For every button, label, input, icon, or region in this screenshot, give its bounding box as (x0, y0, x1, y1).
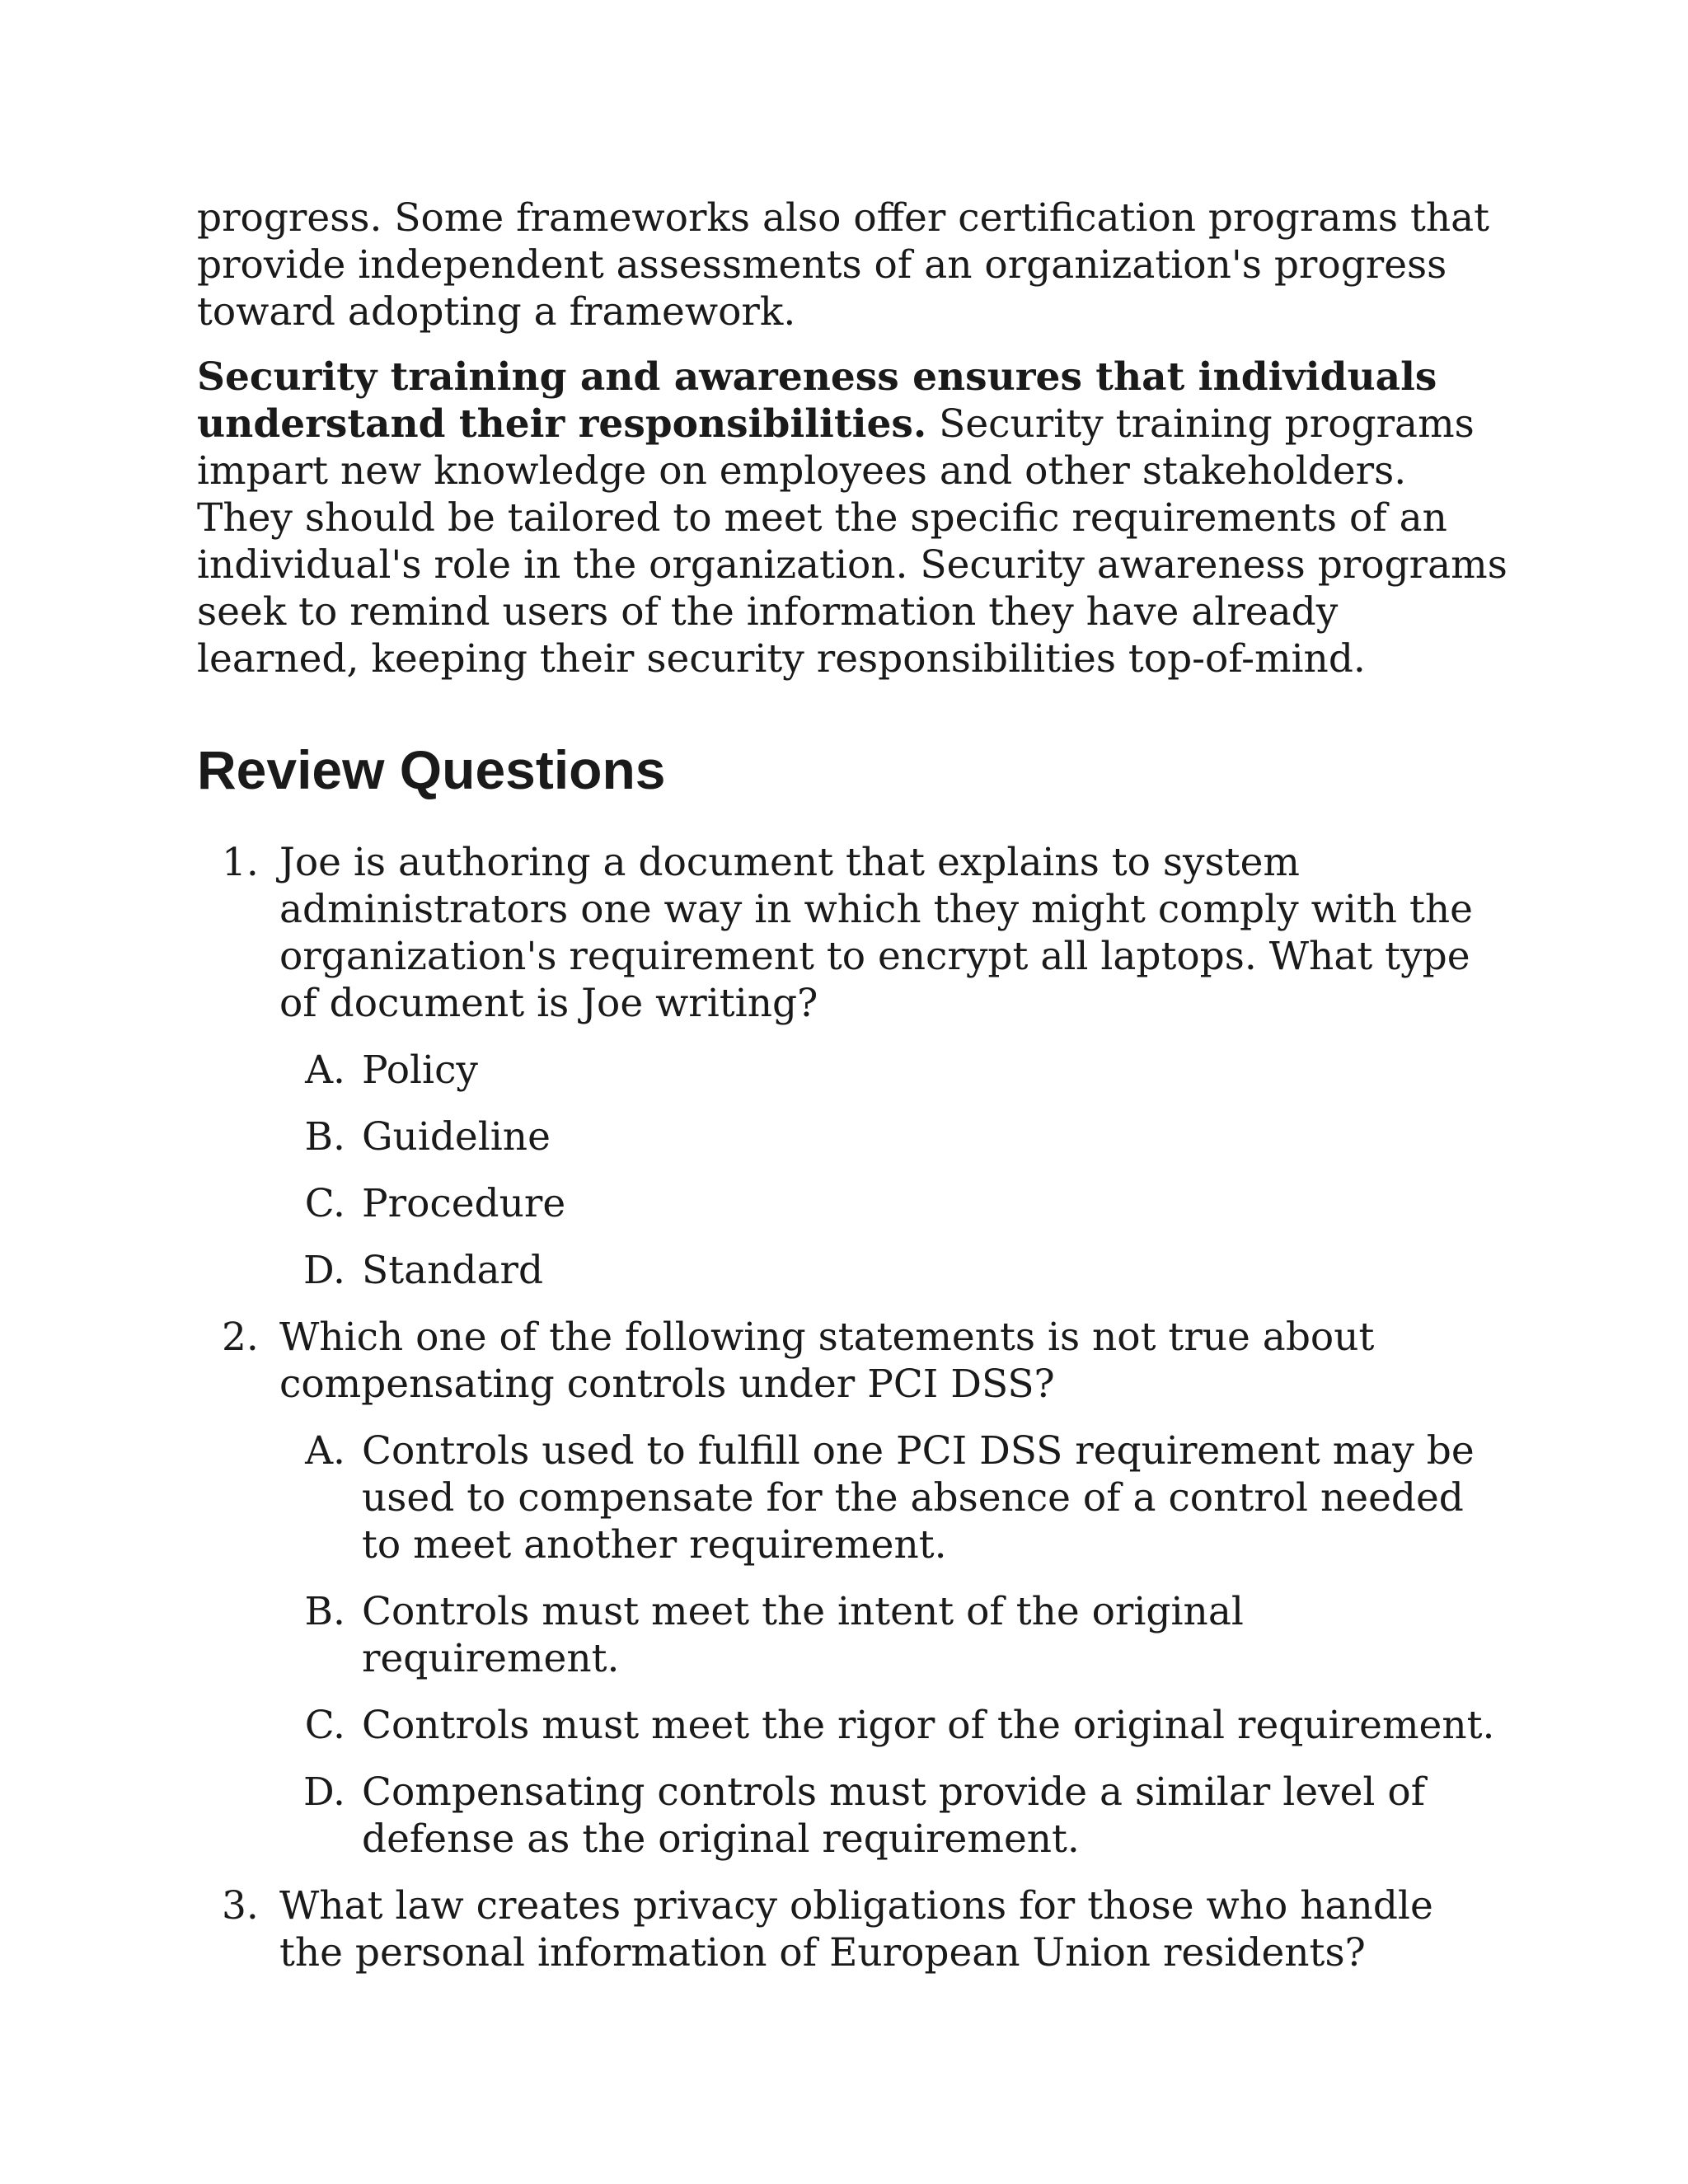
document-page (197, 194, 1507, 1996)
answer-item (279, 1047, 1507, 1094)
summary-body: Security training programs impart new knowledge on employees and other stakeholders. They should be tailored to meet the specific requirements of an individual's role in the organization. Security awareness programs seek to remind users of the information they have already learned, keeping their security responsibilities top-of-mind. (197, 401, 1507, 682)
answer-letter: D. (303, 1769, 345, 1815)
intro-paragraph: progress. Some frameworks also offer certification programs that provide independent assessments of an organization's progress toward adopting a framework. (197, 195, 1490, 335)
answer-text: Controls must meet the intent of the original requirement. (362, 1589, 1244, 1681)
answer-item (279, 1588, 1507, 1682)
answer-letter: A. (305, 1047, 345, 1093)
summary-paragraph (197, 354, 1507, 682)
answer-letter: C. (304, 1703, 345, 1748)
questions-list (197, 839, 1507, 1976)
answer-letter: C. (304, 1181, 345, 1226)
question-item (197, 839, 1507, 1294)
answer-item (279, 1427, 1507, 1568)
question-text: Joe is authoring a document that explains to system administrators one way in which they might comply with the organization's requirement to encrypt all laptops. What type of document is Joe writing? (279, 840, 1473, 1026)
answer-item (279, 1180, 1507, 1227)
summary-bold-lead: Security training and awareness ensures that individuals understand their responsibilities. (197, 354, 1437, 447)
answer-item (279, 1113, 1507, 1160)
answer-letter: B. (304, 1114, 345, 1160)
section-heading: Review Questions (197, 739, 666, 800)
question-text: Which one of the following statements is not true about compensating controls under PCI DSS? (279, 1315, 1375, 1407)
answer-item (279, 1247, 1507, 1294)
question-item (197, 1882, 1507, 1976)
answer-letter: B. (304, 1589, 345, 1634)
answer-item (279, 1769, 1507, 1863)
answer-text: Policy (362, 1047, 478, 1093)
answer-text: Controls must meet the rigor of the original requirement. (362, 1703, 1495, 1748)
answer-letter: A. (305, 1428, 345, 1474)
answer-text: Standard (362, 1248, 544, 1293)
question-number: 1. (222, 840, 259, 885)
question-number: 3. (222, 1883, 259, 1929)
answer-list (279, 1047, 1507, 1294)
answer-text: Controls used to fulfill one PCI DSS requirement may be used to compensate for the absence of a control needed to meet another requirement. (362, 1428, 1475, 1568)
answer-letter: D. (303, 1248, 345, 1293)
answer-item (279, 1702, 1507, 1749)
question-text: What law creates privacy obligations for those who handle the personal information of European Union residents? (279, 1883, 1433, 1975)
question-number: 2. (222, 1315, 259, 1360)
answer-text: Compensating controls must provide a similar level of defense as the original requirement. (362, 1769, 1426, 1862)
answer-list (279, 1427, 1507, 1863)
answer-text: Guideline (362, 1114, 551, 1160)
question-item (197, 1314, 1507, 1863)
answer-text: Procedure (362, 1181, 566, 1226)
